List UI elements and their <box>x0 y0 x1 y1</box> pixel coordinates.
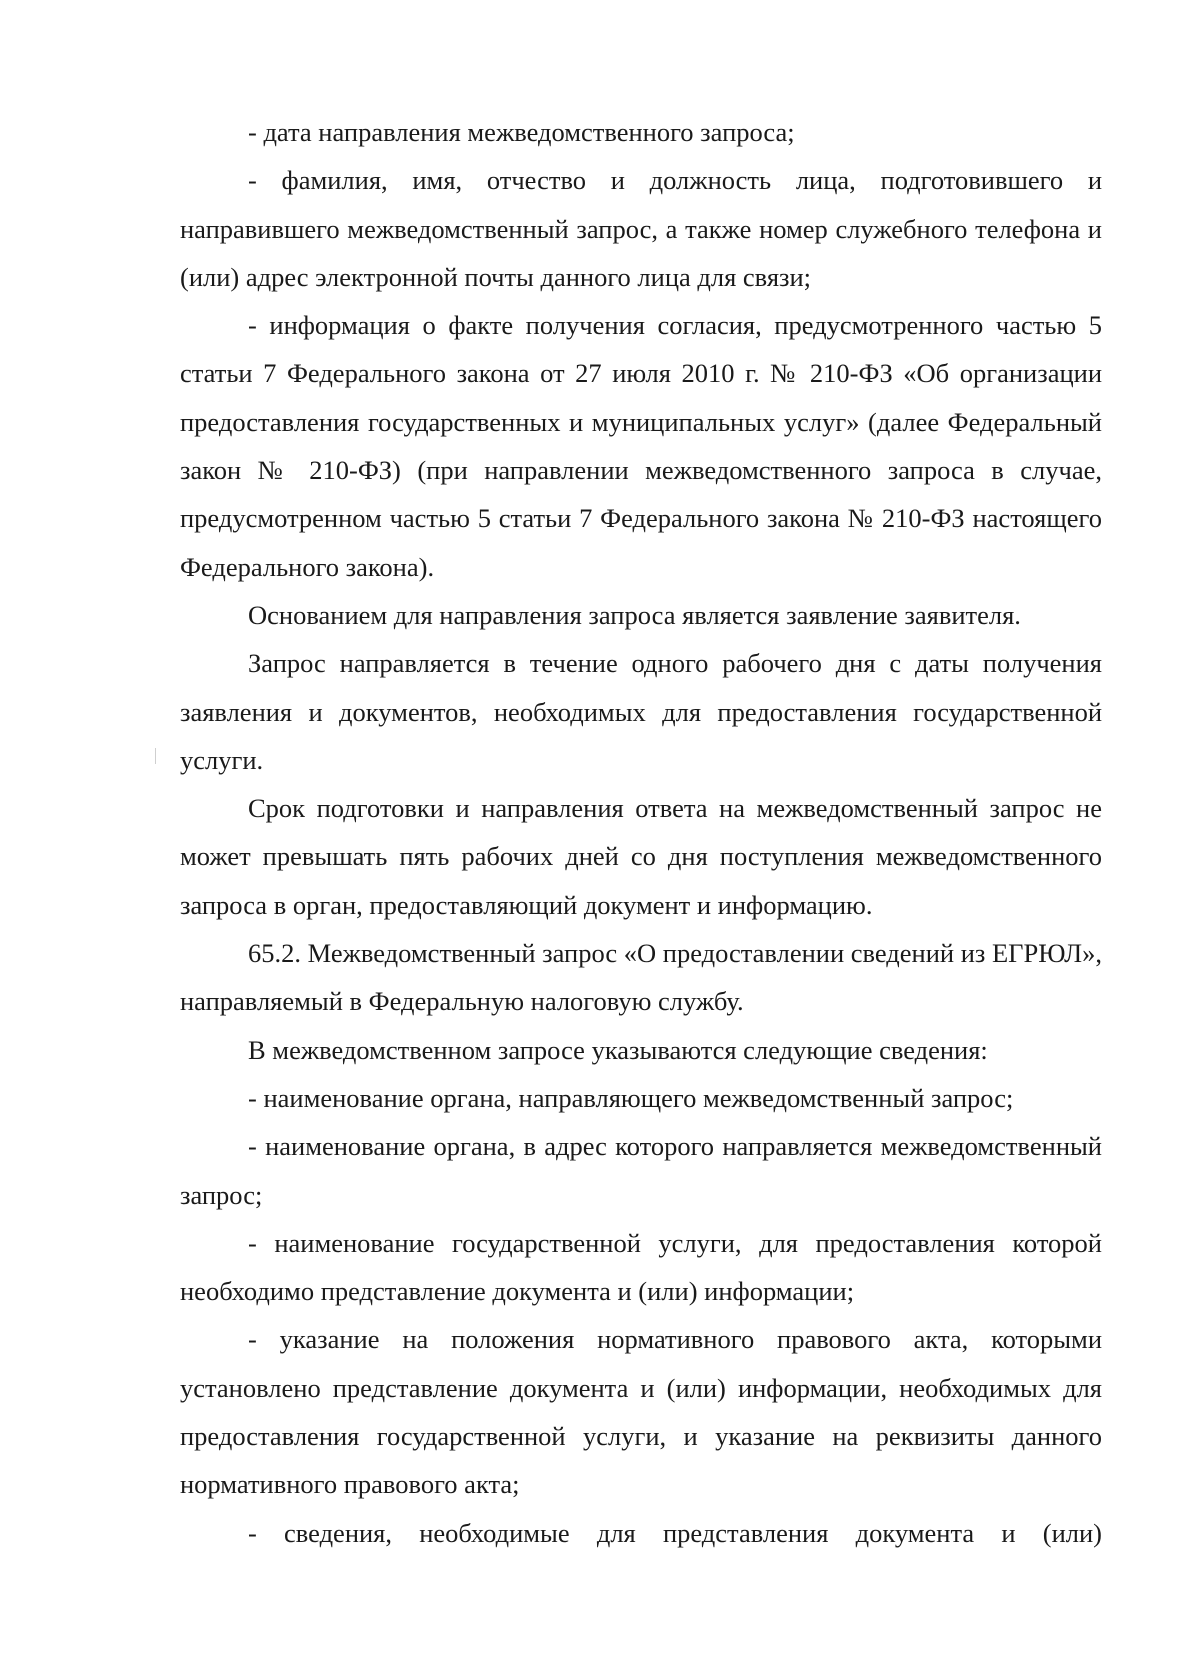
paragraph-request-deadline: Запрос направляется в течение одного рабочего дня с даты получения заявления и документов, необходимых для предоставления государственной услуги. <box>180 648 1102 775</box>
paragraph-sending-authority: - наименование органа, направляющего межведомственный запрос; <box>248 1082 1014 1113</box>
paragraph-legal-act-reference: - указание на положения нормативного правового акта, которыми установлено представление документа и (или) информации, необходимых для предоставления государственной услуги, и указание на реквизиты данного нормативного правового акта; <box>180 1324 1102 1500</box>
paragraph-request-basis: Основанием для направления запроса является заявление заявителя. <box>248 599 1021 630</box>
paragraph-required-information: - сведения, необходимые для представления документа и (или) <box>248 1517 1102 1548</box>
paragraph-section-65-2: 65.2. Межведомственный запрос «О предоставлении сведений из ЕГРЮЛ», направляемый в Федеральную налоговую службу. <box>180 938 1102 1017</box>
paragraph-response-deadline: Срок подготовки и направления ответа на межведомственный запрос не может превышать пять рабочих дней со дня поступления межведомственного запроса в орган, предоставляющий документ и информацию. <box>180 793 1102 920</box>
paragraph-request-date: - дата направления межведомственного запроса; <box>248 117 795 147</box>
paragraph-responsible-person: - фамилия, имя, отчество и должность лица, подготовившего и направившего межведомственный запрос, а также номер служебного телефона и (или) адрес электронной почты данного лица для связи; <box>180 165 1102 292</box>
paragraph-request-contents-intro: В межведомственном запросе указываются следующие сведения: <box>248 1034 988 1065</box>
paragraph-receiving-authority: - наименование органа, в адрес которого направляется межведомственный запрос; <box>180 1131 1102 1210</box>
paragraph-consent-info: - информация о факте получения согласия, предусмотренного частью 5 статьи 7 Федерального закона от 27 июля 2010 г. № 210-ФЗ «Об организации предоставления государственных и муниципальных услуг» (далее Федеральный закон № 210-ФЗ) (при направлении межведомственного запроса в случае, предусмотренном частью 5 статьи 7 Федерального закона № 210-ФЗ настоящего Федерального закона). <box>180 310 1102 582</box>
scan-artifact <box>155 748 156 764</box>
document-body <box>180 108 1102 1557</box>
paragraph-service-name: - наименование государственной услуги, для предоставления которой необходимо представление документа и (или) информации; <box>180 1227 1102 1307</box>
